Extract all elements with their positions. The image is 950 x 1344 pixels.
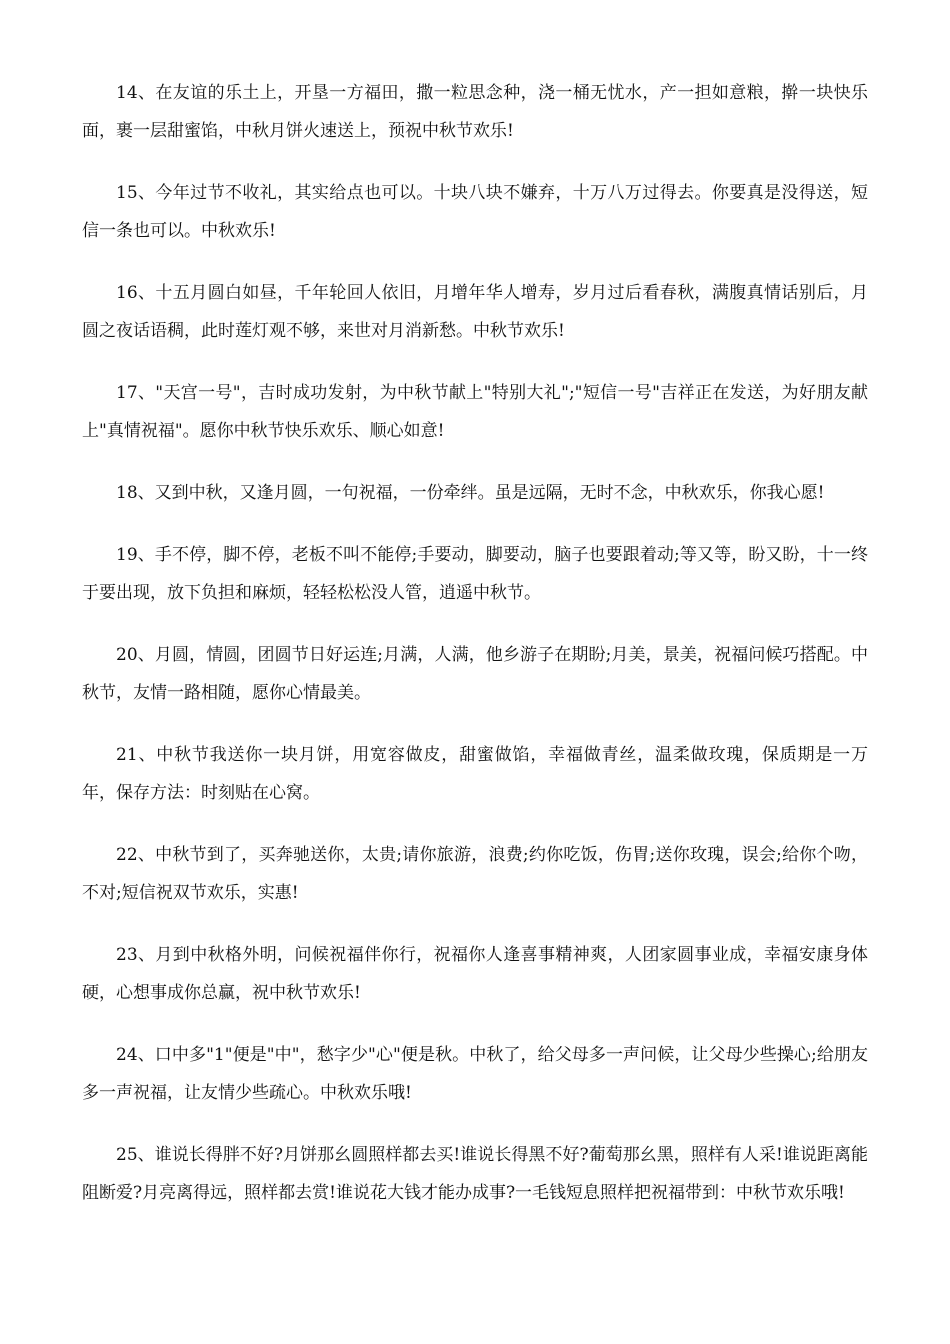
- paragraph-18: 18、又到中秋，又逢月圆，一句祝福，一份牵绊。虽是远隔，无时不念，中秋欢乐，你我心愿!: [116, 483, 825, 503]
- paragraph-22: 22、中秋节到了，买奔驰送你，太贵;请你旅游，浪费;约你吃饭，伤胃;送你玫瑰，误会;给你个吻，不对;短信祝双节欢乐，实惠!: [82, 845, 868, 903]
- paragraph-23: 23、月到中秋格外明，问候祝福伴你行，祝福你人逢喜事精神爽，人团家圆事业成，幸福安康身体硬，心想事成你总赢，祝中秋节欢乐!: [82, 945, 868, 1003]
- paragraph-14: 14、在友谊的乐土上，开垦一方福田，撒一粒思念种，浇一桶无忧水，产一担如意粮，擀一块快乐面，裹一层甜蜜馅，中秋月饼火速送上，预祝中秋节欢乐!: [82, 83, 868, 141]
- paragraph-20: 20、月圆，情圆，团圆节日好运连;月满，人满，他乡游子在期盼;月美，景美，祝福问候巧搭配。中秋节，友情一路相随，愿你心情最美。: [82, 645, 868, 703]
- paragraph-15: 15、今年过节不收礼，其实给点也可以。十块八块不嫌弃，十万八万过得去。你要真是没得送，短信一条也可以。中秋欢乐!: [82, 183, 868, 241]
- paragraph-21: 21、中秋节我送你一块月饼，用宽容做皮，甜蜜做馅，幸福做青丝，温柔做玫瑰，保质期是一万年，保存方法：时刻贴在心窝。: [82, 745, 868, 803]
- paragraph-19: 19、手不停，脚不停，老板不叫不能停;手要动，脚要动，脑子也要跟着动;等又等，盼又盼，十一终于要出现，放下负担和麻烦，轻轻松松没人管，逍遥中秋节。: [82, 545, 868, 603]
- paragraph-17: 17、"天宫一号"，吉时成功发射，为中秋节献上"特别大礼";"短信一号"吉祥正在发送，为好朋友献上"真情祝福"。愿你中秋节快乐欢乐、顺心如意!: [82, 383, 868, 441]
- paragraph-16: 16、十五月圆白如昼，千年轮回人依旧，月增年华人增寿，岁月过后看春秋，满腹真情话别后，月圆之夜话语稠，此时莲灯观不够，来世对月消新愁。中秋节欢乐!: [82, 283, 868, 341]
- paragraph-24: 24、口中多"1"便是"中"，愁字少"心"便是秋。中秋了，给父母多一声问候，让父母少些操心;给朋友多一声祝福，让友情少些疏心。中秋欢乐哦!: [82, 1045, 868, 1103]
- document-body: [82, 74, 868, 1236]
- paragraph-25: 25、谁说长得胖不好?月饼那幺圆照样都去买!谁说长得黑不好?葡萄那幺黑，照样有人采!谁说距离能阻断爱?月亮离得远，照样都去赏!谁说花大钱才能办成事?一毛钱短息照样把祝福带到：中秋节欢乐哦!: [82, 1145, 868, 1203]
